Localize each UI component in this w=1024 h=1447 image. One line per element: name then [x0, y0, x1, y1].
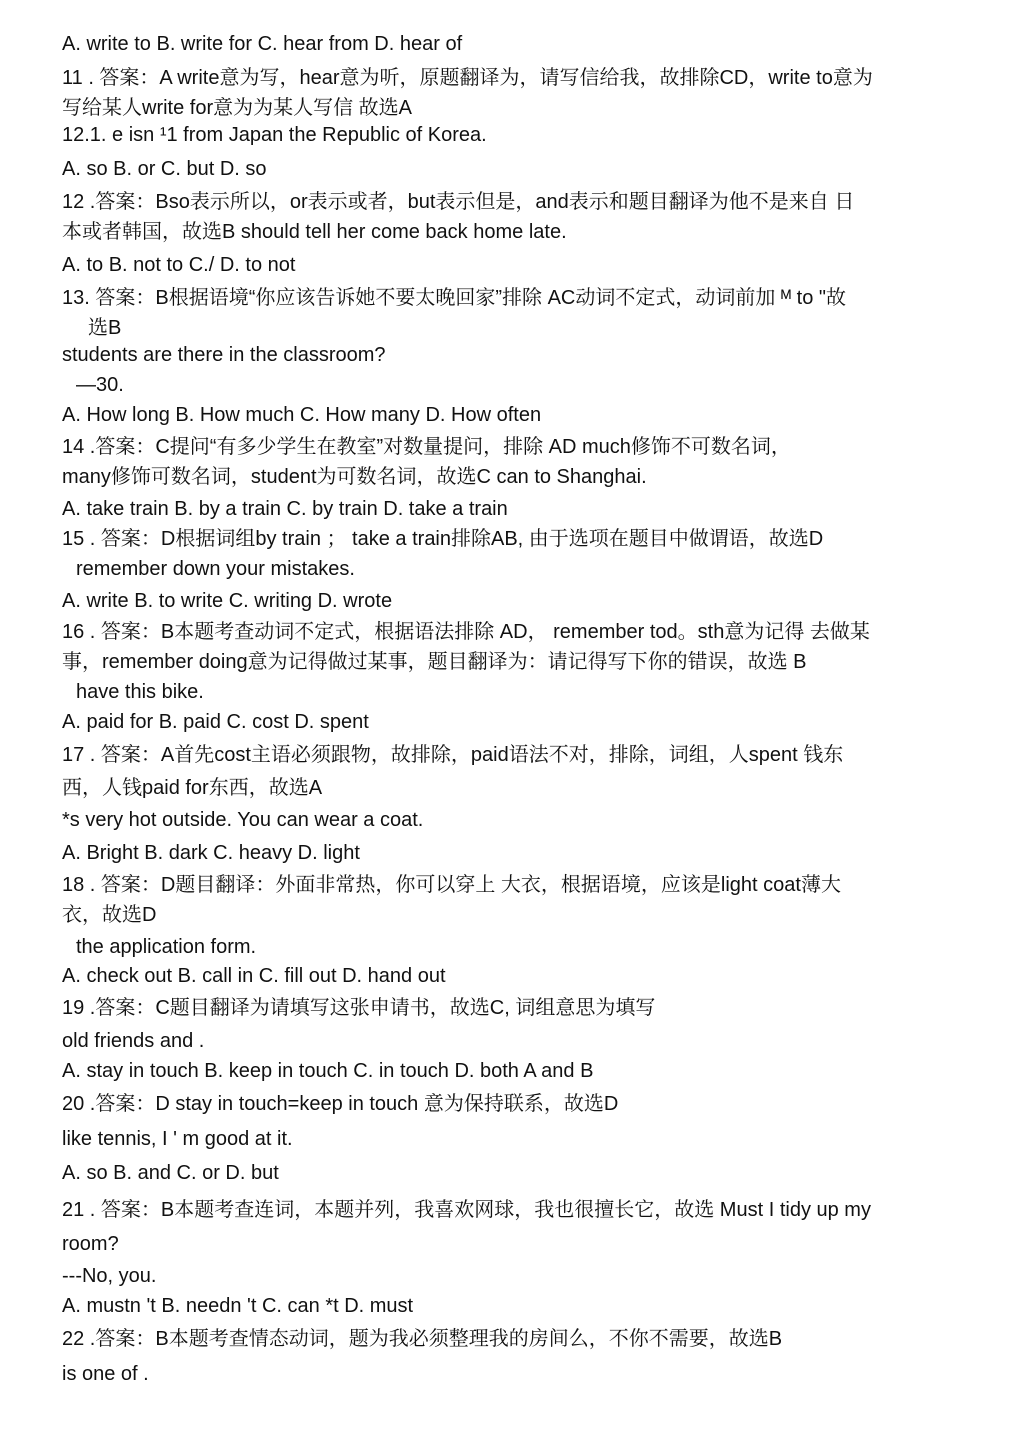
- text-line: A. write B. to write C. writing D. wrote: [62, 590, 393, 612]
- text-line: 11 . 答案：A write意为写，hear意为听，原题翻译为，请写信给我，故排除CD，write to意为: [62, 67, 873, 89]
- text-line: A. paid for B. paid C. cost D. spent: [62, 711, 369, 733]
- text-line: A. take train B. by a train C. by train D. take a train: [62, 498, 508, 520]
- text-line: 16 . 答案：B本题考查动词不定式，根据语法排除 AD， remember tod。sth意为记得 去做某: [62, 621, 870, 643]
- text-line: 17 . 答案：A首先cost主语必须跟物，故排除，paid语法不对，排除，词组，人spent 钱东: [62, 744, 844, 766]
- text-line: A. stay in touch B. keep in touch C. in touch D. both A and B: [62, 1060, 594, 1082]
- text-line: 本或者韩国，故选B should tell her come back home late.: [62, 221, 567, 243]
- text-line: 选B: [88, 317, 122, 339]
- text-line: 22 .答案：B本题考查情态动词，题为我必须整理我的房间么，不你不需要，故选B: [62, 1328, 783, 1350]
- text-line: 衣，故选D: [62, 904, 157, 926]
- text-line: 12.1. e isn ¹1 from Japan the Republic of Korea.: [62, 124, 487, 146]
- text-line: 18 . 答案：D题目翻译：外面非常热，你可以穿上 大衣，根据语境，应该是light coat薄大: [62, 874, 841, 896]
- text-line: like tennis, I ' m good at it.: [62, 1128, 293, 1150]
- text-line: A. so B. or C. but D. so: [62, 158, 267, 180]
- text-line: is one of .: [62, 1363, 149, 1385]
- text-line: 15 . 答案：D根据词组by train ； take a train排除AB, 由于选项在题目中做谓语，故选D: [62, 528, 824, 550]
- text-line: remember down your mistakes.: [76, 558, 355, 580]
- text-line: A. How long B. How much C. How many D. How often: [62, 404, 542, 426]
- text-line: 西，人钱paid for东西，故选A: [62, 777, 323, 799]
- text-line: the application form.: [76, 936, 257, 958]
- text-line: 21 . 答案：B本题考查连词，本题并列，我喜欢网球，我也很擅长它，故选 Must I tidy up my: [62, 1199, 871, 1221]
- text-line: —30.: [76, 374, 124, 396]
- text-line: 14 .答案：C提问“有多少学生在教室”对数量提问，排除 AD much修饰不可数名词，: [62, 436, 791, 458]
- text-line: A. mustn 't B. needn 't C. can *t D. must: [62, 1295, 414, 1317]
- text-line: room?: [62, 1233, 119, 1255]
- text-line: 写给某人write for意为为某人写信 故选A: [62, 97, 413, 119]
- text-line: many修饰可数名词，student为可数名词，故选C can to Shanghai.: [62, 466, 647, 488]
- text-line: 13. 答案：B根据语境“你应该告诉她不要太晚回家”排除 AC动词不定式，动词前加 ᴹ to "故: [62, 287, 847, 309]
- text-line: 20 .答案：D stay in touch=keep in touch 意为保持联系，故选D: [62, 1093, 619, 1115]
- text-line: have this bike.: [76, 681, 204, 703]
- text-line: A. so B. and C. or D. but: [62, 1162, 279, 1184]
- text-line: old friends and .: [62, 1030, 205, 1052]
- text-line: *s very hot outside. You can wear a coat.: [62, 809, 424, 831]
- text-line: A. to B. not to C./ D. to not: [62, 254, 296, 276]
- text-line: 事，remember doing意为记得做过某事，题目翻译为：请记得写下你的错误，故选 B: [62, 651, 807, 673]
- text-line: 12 .答案：Bso表示所以，or表示或者，but表示但是，and表示和题目翻译为他不是来自 日: [62, 191, 855, 213]
- text-line: A. check out B. call in C. fill out D. hand out: [62, 965, 446, 987]
- text-line: A. write to B. write for C. hear from D. hear of: [62, 33, 463, 55]
- text-line: A. Bright B. dark C. heavy D. light: [62, 842, 360, 864]
- text-line: students are there in the classroom?: [62, 344, 386, 366]
- text-line: ---No, you.: [62, 1265, 157, 1287]
- text-line: 19 .答案：C题目翻译为请填写这张申请书，故选C, 词组意思为填写: [62, 997, 656, 1019]
